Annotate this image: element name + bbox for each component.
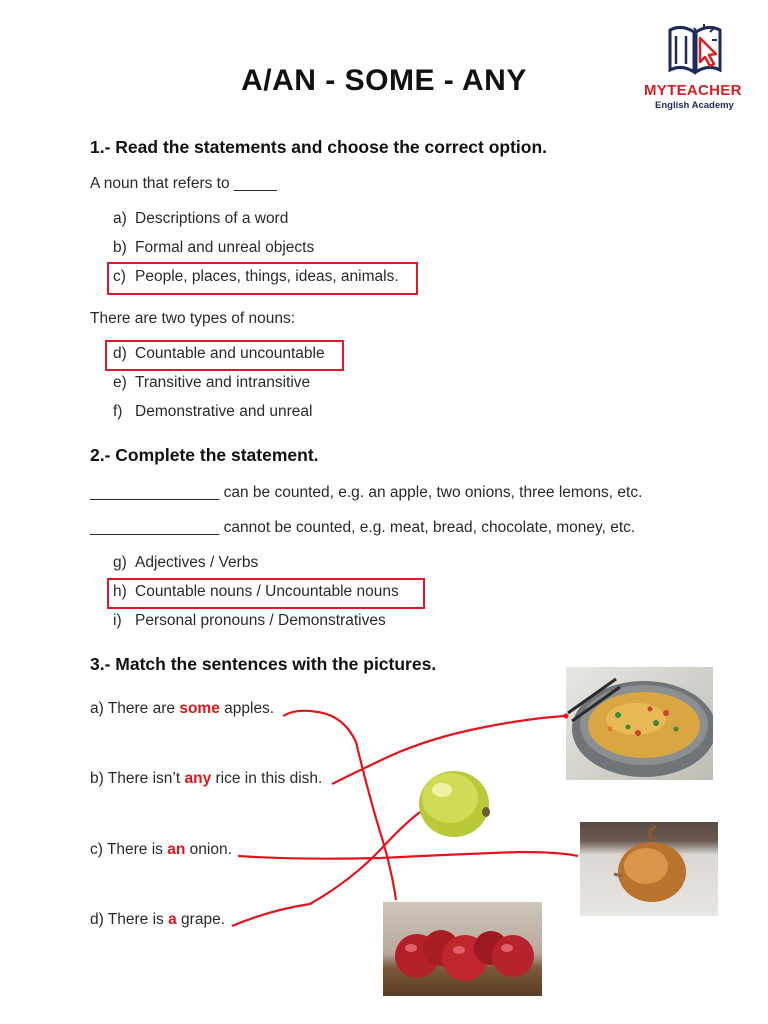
keyword-an: an [167, 841, 186, 858]
q2-prompt: There are two types of nouns: [90, 310, 296, 327]
sentence-text: b) There isn’t [90, 770, 185, 787]
match-line-c [238, 852, 578, 859]
sentence-text: apples. [219, 700, 275, 717]
sentence-text: rice in this dish. [211, 770, 323, 787]
option-text: Formal and unreal objects [135, 239, 315, 256]
option-text: Transitive and intransitive [135, 374, 311, 391]
logo-tagline: English Academy [655, 100, 734, 111]
option-letter: f) [113, 403, 123, 420]
section2-heading: 2.- Complete the statement. [90, 445, 319, 465]
option-letter: e) [113, 374, 127, 391]
option-letter: b) [113, 239, 127, 256]
page-title: A/AN - SOME - ANY [241, 64, 527, 97]
sentence-text: a) There are [90, 700, 180, 717]
option-letter: h) [113, 583, 127, 600]
logo-name: MYTEACHER [644, 82, 742, 99]
section3-heading: 3.- Match the sentences with the pictures. [90, 654, 437, 674]
match-line-b [332, 716, 566, 784]
match-line-a [283, 711, 396, 900]
option-letter: a) [113, 210, 127, 227]
option-letter: d) [113, 345, 127, 362]
statement-line-1: _______________ can be counted, e.g. an apple, two onions, three lemons, etc. [90, 484, 643, 501]
option-text: Demonstrative and unreal [135, 403, 313, 420]
sentence-text: d) There is [90, 911, 169, 928]
section1-heading: 1.- Read the statements and choose the correct option. [90, 137, 548, 157]
statement-line-2: _______________ cannot be counted, e.g. meat, bread, chocolate, money, etc. [90, 519, 636, 536]
option-text: People, places, things, ideas, animals. [135, 268, 399, 285]
option-text: Countable and uncountable [135, 345, 325, 362]
match-line-d [232, 812, 420, 926]
sentence-text: c) There is [90, 841, 168, 858]
option-letter: i) [113, 612, 122, 629]
keyword-some: some [179, 700, 220, 717]
option-text: Adjectives / Verbs [135, 554, 259, 571]
sentence-text: onion. [185, 841, 232, 858]
sentence-text: grape. [176, 911, 225, 928]
option-text: Personal pronouns / Demonstratives [135, 612, 386, 629]
keyword-a: a [168, 911, 177, 928]
option-letter: g) [113, 554, 127, 571]
option-text: Descriptions of a word [135, 210, 289, 227]
q1-prompt: A noun that refers to _____ [90, 175, 277, 192]
option-text: Countable nouns / Uncountable nouns [135, 583, 399, 600]
keyword-any: any [184, 770, 212, 787]
option-letter: c) [113, 268, 126, 285]
